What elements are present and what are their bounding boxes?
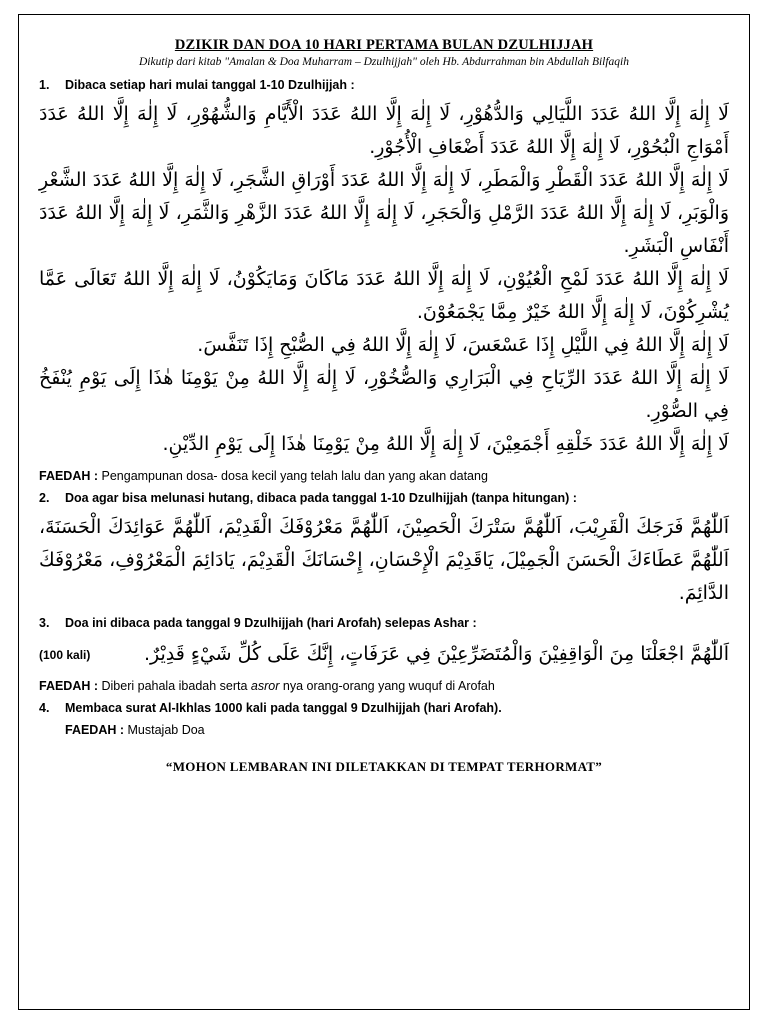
arabic-paragraph: اَللّٰهُمَّ اجْعَلْنَا مِنَ الْوَاقِفِيْنَ وَالْمُتَضَرِّعِيْنَ فِي عَرَفَاتٍ، إِنَّكَ عَلَى كُلِّ شَيْءٍ قَدِيْرٌ. (143, 643, 729, 665)
section-number: 3. (39, 616, 50, 630)
section-heading-text: Membaca surat Al-Ikhlas 1000 kali pada tanggal 9 Dzulhijjah (hari Arofah). (65, 701, 502, 715)
arabic-paragraph: لَا إِلٰهَ إِلَّا اللهُ عَدَدَ لَمْحِ الْعُيُوْنِ، لَا إِلٰهَ إِلَّا اللهُ عَدَدَ مَاكَانَ وَمَايَكُوْنُ، لَا إِلٰهَ إِلَّا اللهُ تَعَالَى عَمَّا يُشْرِكُوْنَ، لَا إِلٰهَ إِلَّا اللهُ خَيْرٌ مِمَّا يَجْمَعُوْنَ. (39, 268, 729, 323)
section-3-arabic-row (39, 638, 729, 671)
arabic-paragraph: لَا إِلٰهَ إِلَّا اللهُ عَدَدَ الْقَطْرِ وَالْمَطَرِ، لَا إِلٰهَ إِلَّا اللهُ عَدَدَ أَوْرَاقِ الشَّجَرِ، لَا إِلٰهَ إِلَّا اللهُ عَدَدَ الشَّعْرِ وَالْوَبَرِ، لَا إِلٰهَ إِلَّا اللهُ عَدَدَ الرَّمْلِ وَالْحَجَرِ، لَا إِلٰهَ إِلَّا اللهُ عَدَدَ الزَّهْرِ وَالثَّمَرِ، لَا إِلٰهَ إِلَّا اللهُ عَدَدَ أَنْفَاسِ الْبَشَرِ. (39, 169, 729, 257)
section-4-heading (39, 701, 729, 715)
faedah-label: FAEDAH : (39, 679, 99, 693)
arabic-paragraph: لَا إِلٰهَ إِلَّا اللهُ فِي اللَّيْلِ إِذَا عَسْعَسَ، لَا إِلٰهَ إِلَّا اللهُ فِي الصُّبْحِ إِذَا تَنَفَّسَ. (197, 334, 729, 356)
arabic-paragraph: لَا إِلٰهَ إِلَّا اللهُ عَدَدَ الرِّيَاحِ فِي الْبَرَارِي وَالصُّخُوْرِ، لَا إِلٰهَ إِلَّا اللهُ مِنْ يَوْمِنَا هٰذَا إِلَى يَوْمِ يُنْفَخُ فِي الصُّوْرِ. (39, 367, 729, 422)
section-1-faedah (39, 469, 729, 483)
faedah-label: FAEDAH : (39, 469, 99, 483)
faedah-italic-word: asror (250, 679, 280, 693)
faedah-label: FAEDAH : (65, 723, 125, 737)
arabic-paragraph: لَا إِلٰهَ إِلَّا اللهُ عَدَدَ اللَّيَالِي وَالدُّهُوْرِ، لَا إِلٰهَ إِلَّا اللهُ عَدَدَ الْأَيَّامِ وَالشُّهُوْرِ، لَا إِلٰهَ إِلَّا اللهُ عَدَدَ أَمْوَاجِ الْبُحُوْرِ، لَا إِلٰهَ إِلَّا اللهُ عَدَدَ أَضْعَافِ الْأُجُوْرِ. (39, 103, 729, 158)
section-3-faedah (39, 679, 729, 693)
section-heading-text: Doa ini dibaca pada tanggal 9 Dzulhijjah (hari Arofah) selepas Ashar : (65, 616, 477, 630)
faedah-text: Pengampunan dosa- dosa kecil yang telah lalu dan yang akan datang (98, 469, 488, 483)
arabic-paragraph: اَللّٰهُمَّ فَرَجَكَ الْقَرِيْبَ، اَللّٰهُمَّ سَتْرَكَ الْحَصِيْنَ، اَللّٰهُمَّ مَعْرُوْفَكَ الْقَدِيْمَ، اَللّٰهُمَّ عَوَائِدَكَ الْحَسَنَةَ، اَللّٰهُمَّ عَطَاءَكَ الْحَسَنَ الْجَمِيْلَ، يَاقَدِيْمَ الْإِحْسَانِ، إِحْسَانَكَ الْقَدِيْمَ، يَادَائِمَ الْمَعْرُوْفِ، مَعْرُوْفَكَ الدَّائِمَ. (39, 516, 729, 604)
section-3-heading (39, 616, 729, 630)
section-2-heading (39, 491, 729, 505)
section-number: 2. (39, 491, 50, 505)
document-page (18, 14, 750, 1010)
document-subtitle: Dikutip dari kitab "Amalan & Doa Muharram – Dzulhijjah" oleh Hb. Abdurrahman bin Abdullah Bilfaqih (139, 56, 629, 68)
footer-note: “MOHON LEMBARAN INI DILETAKKAN DI TEMPAT TERHORMAT” (165, 759, 603, 774)
section-heading-text: Doa agar bisa melunasi hutang, dibaca pada tanggal 1-10 Dzulhijjah (tanpa hitungan) : (65, 491, 577, 505)
repeat-count: (100 kali) (39, 647, 91, 662)
section-number: 4. (39, 701, 50, 715)
section-4-faedah (39, 723, 729, 737)
document-title: DZIKIR DAN DOA 10 HARI PERTAMA BULAN DZULHIJJAH (174, 37, 594, 53)
arabic-paragraph: لَا إِلٰهَ إِلَّا اللهُ عَدَدَ خَلْقِهِ أَجْمَعِيْنَ، لَا إِلٰهَ إِلَّا اللهُ مِنْ يَوْمِنَا هٰذَا إِلَى يَوْمِ الدِّيْنِ. (162, 433, 729, 455)
section-1-heading (39, 78, 729, 92)
section-number: 1. (39, 78, 50, 92)
faedah-text: Diberi pahala ibadah serta (98, 679, 251, 693)
faedah-text: nya orang-orang yang wuquf di Arofah (279, 679, 495, 693)
faedah-text: Mustajab Doa (124, 723, 205, 737)
section-heading-text: Dibaca setiap hari mulai tanggal 1-10 Dzulhijjah : (65, 78, 355, 92)
